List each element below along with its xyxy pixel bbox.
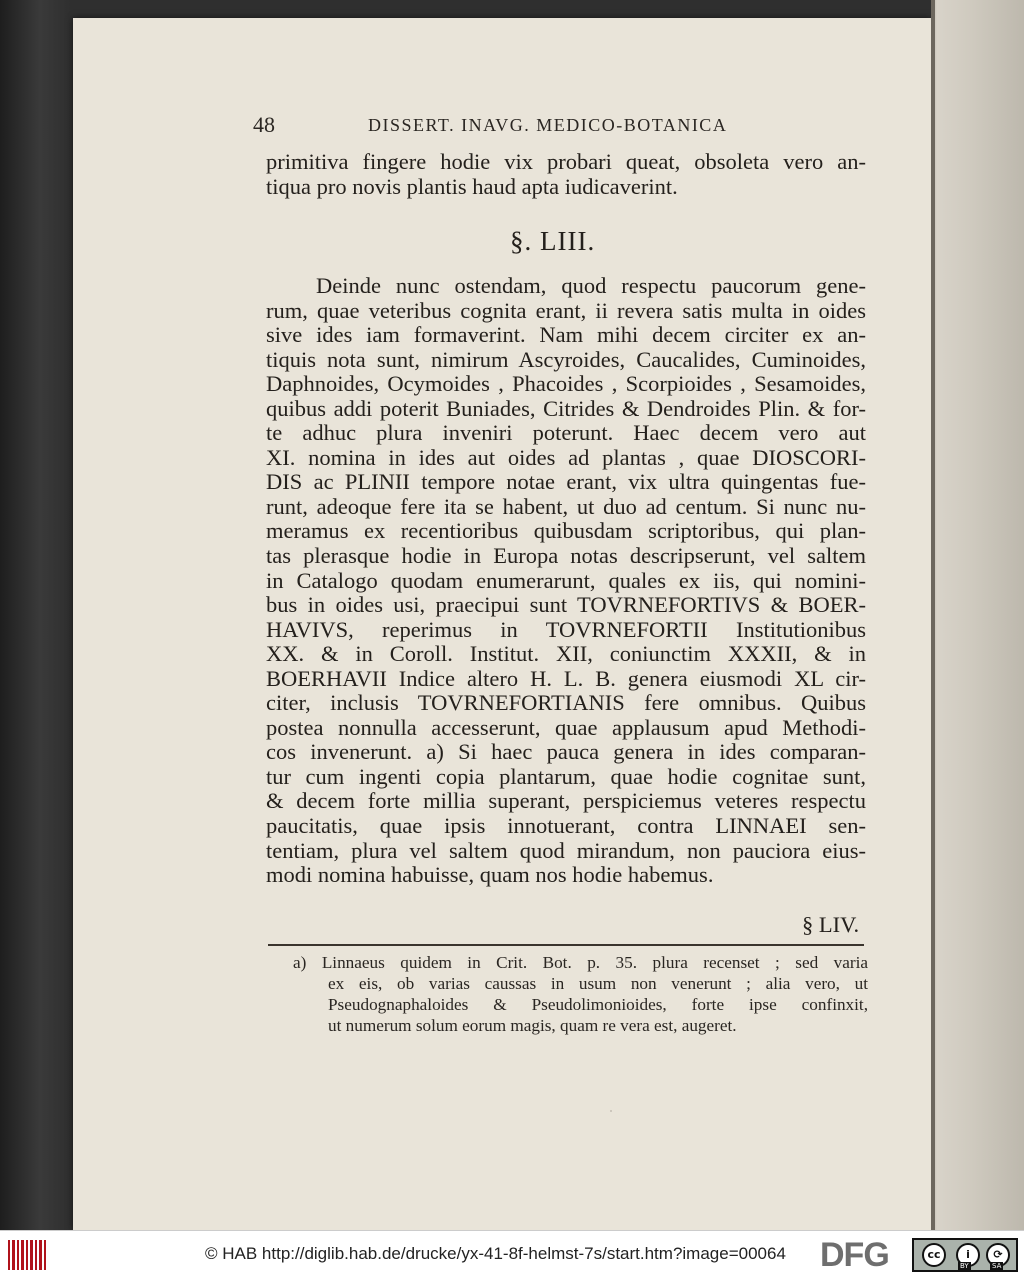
paragraph-line: in Catalogo quodam enumerarunt, quales ex iis, qui nomini-	[266, 567, 866, 593]
paragraph-line: cos invenerunt. a) Si haec pauca genera in ides comparan-	[266, 739, 866, 765]
paragraph-line: DIS ac PLINII tempore notae erant, vix ultra quingentas fue-	[266, 469, 866, 495]
body-paragraph	[266, 274, 866, 888]
cc-icon: cc	[922, 1243, 946, 1267]
carryover-text	[266, 150, 866, 199]
paragraph-line: tentiam, plura vel saltem quod mirandum, non pauciora eius-	[266, 837, 866, 863]
paragraph-line: HAVIVS, reperimus in TOVRNEFORTII Institutionibus	[266, 616, 866, 642]
copyright-link[interactable]: © HAB http://diglib.hab.de/drucke/yx-41-8f-helmst-7s/start.htm?image=00064	[205, 1244, 786, 1263]
text-line: primitiva fingere hodie vix probari queat, obsoleta vero an-	[266, 149, 866, 174]
paper-speck	[432, 1022, 435, 1025]
paragraph-line: runt, adeoque fere ita se habent, ut duo ad centum. Si nunc nu-	[266, 493, 866, 519]
hab-barcode-logo-icon[interactable]	[8, 1240, 46, 1270]
paragraph-line: BOERHAVII Indice altero H. L. B. genera eiusmodi XL cir-	[266, 665, 866, 691]
footnote-line: ex eis, ob varias caussas in usum non venerunt ; alia vero, ut	[328, 974, 868, 993]
sa-label: SA	[992, 1262, 1002, 1270]
paragraph-line: citer, inclusis TOVRNEFORTIANIS fere omnibus. Quibus	[266, 690, 866, 716]
paragraph-line: meramus ex recentioribus quibusdam scriptoribus, qui plan-	[266, 518, 866, 544]
footnote	[293, 952, 868, 1036]
paragraph-line: paucitatis, quae ipsis innotuerant, contra LINNAEI sen-	[266, 813, 866, 839]
catchword: § LIV.	[802, 912, 860, 937]
paragraph-line: & decem forte millia superant, perspiciemus veteres respectu	[266, 788, 866, 814]
paragraph-line: XI. nomina in ides aut oides ad plantas , quae DIOSCORI-	[266, 444, 866, 470]
page-gutter	[931, 0, 1024, 1230]
paper-speck	[610, 1110, 612, 1112]
page-number: 48	[253, 112, 275, 137]
paragraph-line: tur cum ingenti copia plantarum, quae hodie cognitae sunt,	[266, 763, 866, 789]
paragraph-line: XX. & in Coroll. Institut. XII, coniunctim XXXII, & in	[266, 641, 866, 667]
paragraph-line: modi nomina habuisse, quam nos hodie habemus.	[266, 862, 714, 888]
footnote-line: a) Linnaeus quidem in Crit. Bot. p. 35. plura recenset ; sed varia	[293, 953, 868, 972]
paragraph-line: tiquis nota sunt, nimirum Ascyroides, Caucalides, Cuminoides,	[266, 346, 866, 372]
text-line: tiqua pro novis plantis haud apta iudicaverint.	[266, 173, 678, 199]
by-label: BY	[960, 1262, 969, 1270]
paragraph-line: Deinde nunc ostendam, quod respectu paucorum gene-	[316, 273, 866, 298]
footnote-line: ut numerum solum eorum magis, quam re vera est, augeret.	[328, 1016, 737, 1035]
paragraph-line: postea nonnulla accesserunt, quae applausum apud Methodi-	[266, 714, 866, 740]
gutter-edge	[931, 0, 935, 1230]
cc-license-badge[interactable]	[912, 1238, 1018, 1272]
paragraph-line: rum, quae veteribus cognita erant, ii revera satis multa in oides	[266, 297, 866, 323]
sa-icon: ⟳	[986, 1243, 1010, 1267]
footnote-rule	[268, 944, 864, 946]
paragraph-line: Daphnoides, Ocymoides , Phacoides , Scorpioides , Sesamoides,	[266, 371, 866, 397]
footnote-line: Pseudognaphaloides & Pseudolimonioides, forte ipse confinxit,	[328, 995, 868, 1014]
viewer-footer	[0, 1230, 1024, 1278]
paragraph-line: bus in oides usi, praecipui sunt TOVRNEFORTIVS & BOER-	[266, 592, 866, 618]
paragraph-line: tas plerasque hodie in Europa notas descripserunt, vel saltem	[266, 543, 866, 569]
section-heading: §. LIII.	[510, 226, 596, 256]
dfg-logo[interactable]: DFG	[820, 1236, 889, 1274]
running-head: DISSERT. INAVG. MEDICO-BOTANICA	[368, 115, 728, 135]
paragraph-line: sive ides iam formaverint. Nam mihi decem circiter ex an-	[266, 322, 866, 348]
paragraph-line: quibus addi poterit Buniades, Citrides & Dendroides Plin. & for-	[266, 395, 866, 421]
paragraph-line: te adhuc plura inveniri poterunt. Haec decem vero aut	[266, 420, 866, 446]
folio-line	[253, 112, 813, 142]
by-icon: i	[956, 1243, 980, 1267]
